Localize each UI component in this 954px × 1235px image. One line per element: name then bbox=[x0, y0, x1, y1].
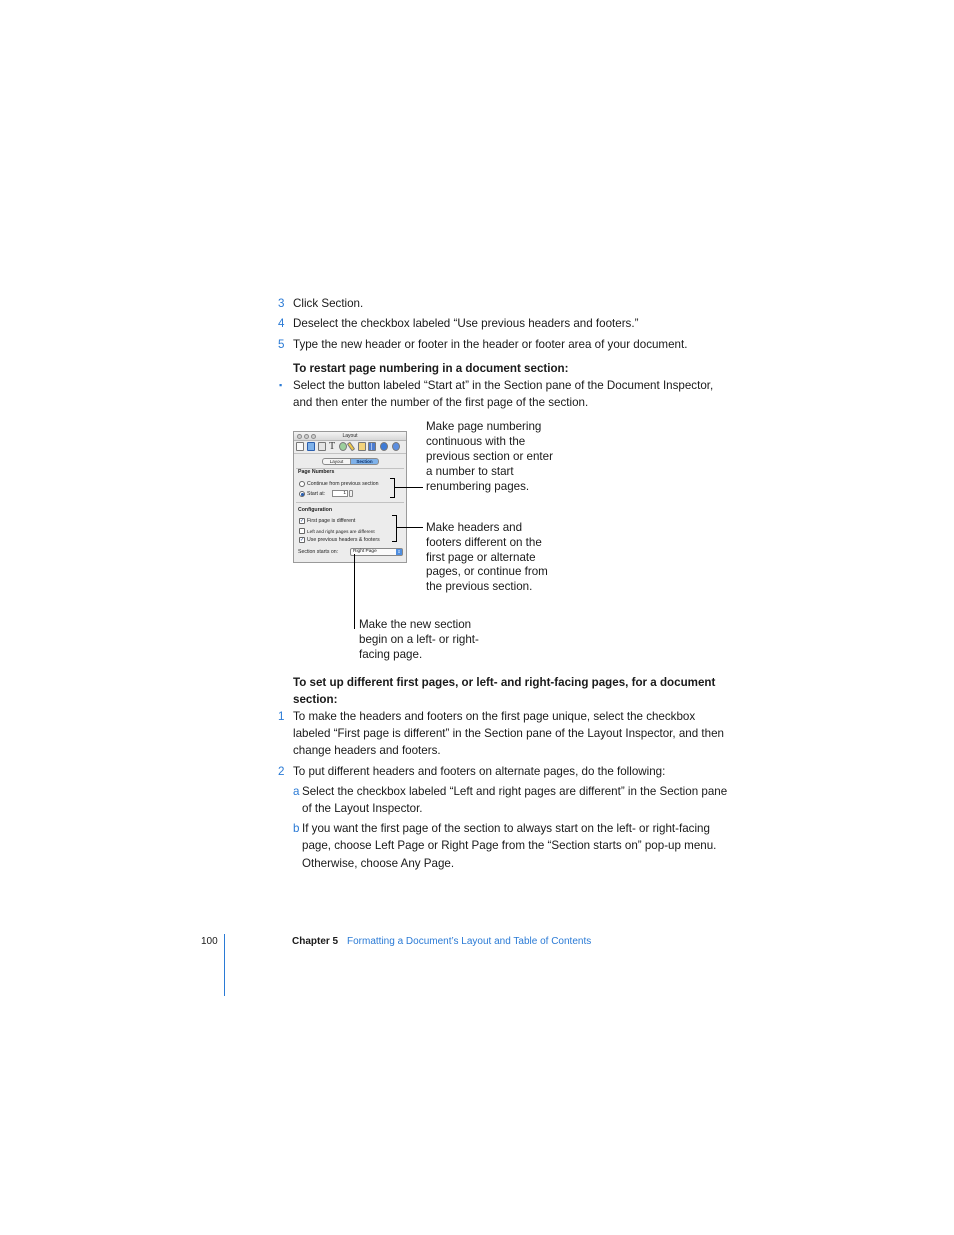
start-at-field[interactable]: 1 bbox=[332, 490, 348, 497]
configuration-heading: Configuration bbox=[298, 507, 332, 513]
step-text-line: change headers and footers. bbox=[293, 744, 441, 757]
tab-layout[interactable]: Layout bbox=[322, 458, 351, 465]
substep-letter: b bbox=[293, 822, 300, 835]
text-inspector-icon: T bbox=[329, 441, 336, 452]
tab-section[interactable]: Section bbox=[350, 458, 379, 465]
callout-bracket bbox=[392, 541, 397, 542]
substep-text-line: If you want the first page of the section to always start on the left- or right-facing bbox=[302, 822, 710, 835]
callout-bracket bbox=[390, 497, 395, 498]
step-text-line: labeled “First page is different” in the Section pane of the Layout Inspector, and then bbox=[293, 727, 724, 740]
callout-text-line: a number to start bbox=[426, 465, 514, 478]
callout-text-line: the previous section. bbox=[426, 580, 533, 593]
callout-line bbox=[395, 487, 423, 488]
chapter-label: Chapter 5 bbox=[292, 936, 339, 947]
callout-text-line: footers different on the bbox=[426, 536, 542, 549]
callout-text-line: continuous with the bbox=[426, 435, 526, 448]
substep-text-line: Otherwise, choose Any Page. bbox=[302, 857, 455, 870]
step-text: Type the new header or footer in the header or footer area of your document. bbox=[293, 338, 688, 351]
section-starts-value: Right Page bbox=[353, 549, 377, 554]
step-number: 2 bbox=[278, 765, 285, 778]
bullet-mark: ▪ bbox=[279, 380, 283, 390]
start-at-radio[interactable] bbox=[299, 491, 305, 497]
continue-radio[interactable] bbox=[299, 481, 305, 487]
start-at-label: Start at: bbox=[307, 490, 326, 497]
callout-text-line: facing page. bbox=[359, 648, 423, 661]
inspector-titlebar bbox=[294, 432, 406, 441]
minimize-window-icon bbox=[304, 434, 309, 439]
callout-bracket bbox=[394, 478, 395, 498]
callout-text-line: Make the new section bbox=[359, 618, 472, 631]
zoom-window-icon bbox=[311, 434, 316, 439]
substep-letter: a bbox=[293, 785, 300, 798]
section-divider bbox=[296, 502, 404, 503]
substep-text-line: page, choose Left Page or Right Page from the “Section starts on” pop-up menu. bbox=[302, 839, 717, 852]
bullet-text-line: and then enter the number of the first page of the section. bbox=[293, 396, 589, 409]
use-previous-checkbox[interactable]: ✓ bbox=[300, 537, 305, 543]
left-right-label: Left and right pages are different bbox=[307, 528, 375, 534]
document-inspector-icon bbox=[296, 442, 304, 451]
chart-inspector-icon bbox=[368, 442, 376, 451]
task-heading: To set up different first pages, or left- and right-facing pages, for a document bbox=[293, 676, 716, 689]
section-starts-label: Section starts on: bbox=[298, 548, 339, 555]
callout-bracket bbox=[396, 515, 397, 542]
close-window-icon bbox=[297, 434, 302, 439]
step-number: 3 bbox=[278, 297, 285, 310]
table-inspector-icon bbox=[358, 442, 366, 451]
callout-text-line: pages, or continue from bbox=[426, 565, 548, 578]
callout-text-line: Make headers and bbox=[426, 521, 523, 534]
step-number: 1 bbox=[278, 710, 285, 723]
wrap-inspector-icon bbox=[318, 442, 326, 451]
start-at-stepper[interactable] bbox=[349, 490, 353, 497]
page-number: 100 bbox=[201, 936, 218, 947]
step-text: Deselect the checkbox labeled “Use previous headers and footers.” bbox=[293, 317, 639, 330]
toolbar-divider bbox=[294, 453, 406, 454]
layout-inspector-icon bbox=[307, 442, 315, 451]
first-page-checkbox[interactable]: ✓ bbox=[300, 518, 305, 524]
continue-label: Continue from previous section bbox=[307, 480, 379, 487]
callout-text-line: previous section or enter bbox=[426, 450, 553, 463]
task-heading: To restart page numbering in a document section: bbox=[293, 362, 569, 375]
callout-text-line: begin on a left- or right- bbox=[359, 633, 479, 646]
step-number: 5 bbox=[278, 338, 285, 351]
callout-text-line: first page or alternate bbox=[426, 551, 536, 564]
inspector-title: Layout bbox=[342, 433, 358, 439]
inspector-toolbar bbox=[296, 441, 404, 452]
footer-rule bbox=[224, 934, 225, 996]
callout-line bbox=[397, 527, 423, 528]
step-number: 4 bbox=[278, 317, 285, 330]
page-numbers-heading: Page Numbers bbox=[298, 469, 335, 475]
step-text: Click Section. bbox=[293, 297, 364, 310]
popup-arrows-icon: ⇕ bbox=[397, 549, 401, 554]
step-text-line: To make the headers and footers on the first page unique, select the checkbox bbox=[293, 710, 696, 723]
bullet-text-line: Select the button labeled “Start at” in the Section pane of the Document Inspector, bbox=[293, 379, 714, 392]
left-right-checkbox[interactable] bbox=[299, 528, 305, 534]
callout-line bbox=[354, 554, 355, 629]
chapter-title: Formatting a Document’s Layout and Table of Contents bbox=[347, 936, 592, 947]
use-previous-label: Use previous headers & footers bbox=[307, 536, 380, 543]
substep-text-line: of the Layout Inspector. bbox=[302, 802, 423, 815]
callout-text-line: renumbering pages. bbox=[426, 480, 530, 493]
task-heading: section: bbox=[293, 693, 338, 706]
quicktime-inspector-icon bbox=[392, 442, 400, 451]
callout-text-line: Make page numbering bbox=[426, 420, 542, 433]
section-starts-popup[interactable] bbox=[350, 548, 403, 556]
link-inspector-icon bbox=[380, 442, 388, 451]
substep-text-line: Select the checkbox labeled “Left and right pages are different” in the Section pane bbox=[302, 785, 728, 798]
metrics-inspector-icon bbox=[347, 442, 355, 452]
step-text-line: To put different headers and footers on alternate pages, do the following: bbox=[293, 765, 666, 778]
first-page-label: First page is different bbox=[307, 517, 356, 524]
